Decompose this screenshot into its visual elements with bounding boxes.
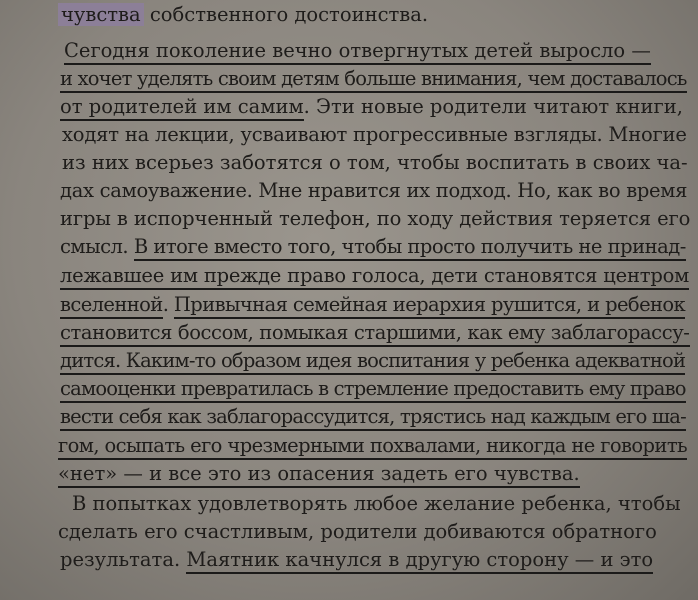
text-line bbox=[58, 519, 657, 545]
text-line bbox=[58, 2, 428, 28]
text-span: результата. bbox=[60, 548, 187, 571]
text-line bbox=[60, 320, 690, 346]
text-span: сделать его счастливым, родители добиваются обратного bbox=[58, 520, 657, 543]
underlined-text: дится. Каким-то образом идея воспитания у ребенка адекватной bbox=[60, 349, 685, 375]
underlined-text: Привычная семейная иерархия рушится, и ребенок bbox=[174, 293, 685, 319]
underlined-text: «нет» — и все это из опасения задеть его чувства. bbox=[58, 462, 580, 488]
text-span: смысл. bbox=[60, 235, 134, 258]
underlined-text: лежавшее им прежде право голоса, дети становятся центром bbox=[60, 264, 689, 290]
text-span: . Эти новые родители читают книги, bbox=[303, 95, 683, 118]
underlined-text: вселенной bbox=[60, 293, 163, 319]
text-span: ходят на лекции, усваивают прогрессивные взгляды. Многие bbox=[62, 123, 687, 146]
text-line bbox=[60, 263, 689, 289]
text-span: из них всерьез заботятся о том, чтобы воспитать в своих ча- bbox=[62, 151, 688, 174]
text-line bbox=[60, 404, 686, 430]
text-line bbox=[60, 292, 685, 318]
text-line bbox=[58, 461, 580, 487]
underlined-text: Маятник качнулся в другую сторону — и это bbox=[186, 548, 653, 574]
underlined-text: становится боссом, помыкая старшими, как ему заблагорассу- bbox=[60, 321, 690, 347]
text-line bbox=[60, 348, 685, 374]
underlined-text: самооценки превратилась в стремление предоставить ему право bbox=[60, 377, 686, 403]
underlined-text: вести себя как заблагорассудится, трястись над каждым его ша- bbox=[60, 405, 686, 431]
text-line bbox=[60, 376, 686, 402]
text-span: дах самоуважение. Мне нравится их подход. Но, как во время bbox=[60, 179, 688, 202]
text-line bbox=[60, 178, 687, 204]
text-line bbox=[60, 66, 687, 92]
underlined-text: гом, осыпать его чрезмерными похвалами, никогда не говорить bbox=[58, 434, 687, 460]
text-line bbox=[60, 206, 690, 232]
text-line bbox=[58, 433, 687, 459]
underlined-text: В итоге вместо того, чтобы просто получить не принад- bbox=[134, 235, 686, 261]
text-span: . bbox=[162, 293, 174, 316]
text-line bbox=[60, 94, 683, 120]
highlighted-word: чувства bbox=[58, 3, 144, 26]
text-span: собственного достоинства. bbox=[143, 3, 429, 26]
text-line bbox=[62, 122, 687, 148]
text-line bbox=[64, 38, 651, 64]
text-span: игры в испорченный телефон, по ходу действия теряется его bbox=[60, 207, 691, 230]
underlined-text: Сегодня поколение вечно отвергнутых детей выросло — bbox=[64, 39, 651, 65]
text-line bbox=[60, 234, 686, 260]
underlined-text: от родителей им самим bbox=[60, 95, 304, 121]
text-line bbox=[62, 150, 688, 176]
underlined-text: и хочет уделять своим детям больше внимания, чем доставалось bbox=[60, 67, 687, 93]
text-line bbox=[72, 491, 681, 517]
text-line bbox=[60, 547, 653, 573]
text-span: В попытках удовлетворять любое желание ребенка, чтобы bbox=[72, 492, 681, 515]
